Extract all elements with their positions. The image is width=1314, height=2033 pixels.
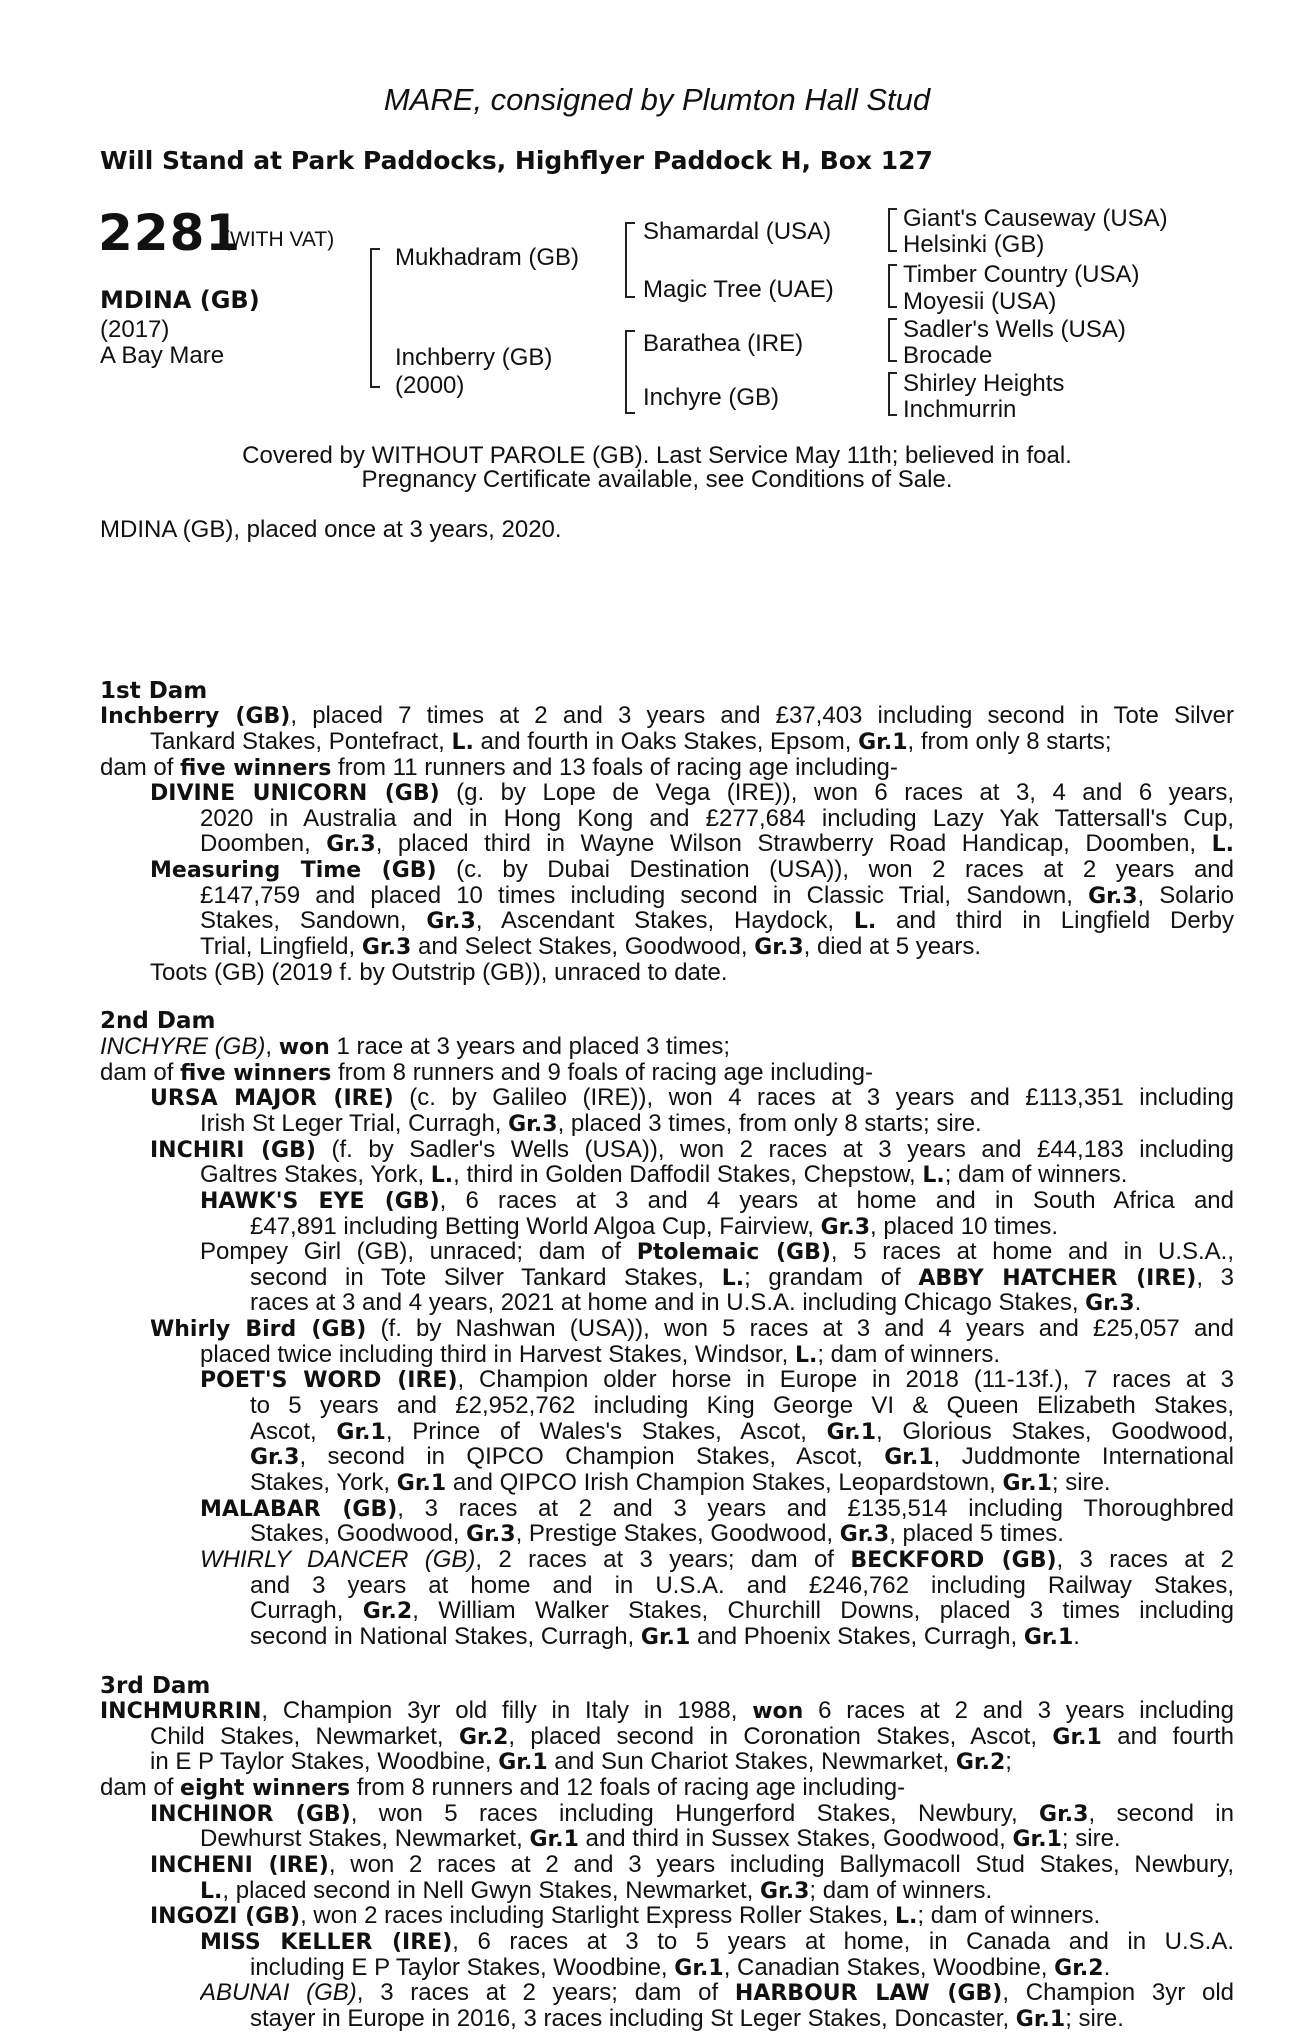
pedigree-gen2-2: Magic Tree (UAE) bbox=[643, 276, 834, 303]
text-line bbox=[200, 1547, 1234, 1573]
text-line bbox=[200, 1111, 982, 1137]
text-line bbox=[100, 703, 1234, 729]
bold-text: Gr.3 bbox=[508, 1112, 558, 1137]
bold-text: L. bbox=[1211, 832, 1234, 857]
text-line bbox=[150, 857, 1234, 883]
text-segment: Pompey Girl (GB), unraced; dam of bbox=[200, 1239, 637, 1265]
text-segment: , Champion 3yr old bbox=[1002, 1980, 1234, 2006]
text-segment: placed twice including third in Harvest Stakes, Windsor, bbox=[200, 1341, 795, 1368]
text-line bbox=[200, 908, 1234, 934]
text-segment: , 3 races at 2 bbox=[1056, 1547, 1234, 1573]
pedigree-gen3-3: Timber Country (USA) bbox=[903, 261, 1140, 288]
bold-text: Ptolemaic (GB) bbox=[636, 1240, 831, 1265]
text-line bbox=[250, 2006, 1124, 2032]
pedigree-gen2-3: Barathea (IRE) bbox=[643, 330, 804, 357]
bold-text: Gr.3 bbox=[839, 1522, 890, 1547]
text-segment: dam of bbox=[100, 1059, 181, 1086]
text-segment: in E P Taylor Stakes, Woodbine, bbox=[150, 1748, 499, 1775]
text-segment: (c. by Galileo (IRE)), won 4 races at 3 years and £113,351 including bbox=[393, 1085, 1234, 1111]
bold-text: INCHMURRIN bbox=[100, 1699, 262, 1724]
covered-line-1: Covered by WITHOUT PAROLE (GB). Last Service May 11th; believed in foal. bbox=[242, 442, 1072, 469]
bold-text: Gr.1 bbox=[336, 1420, 386, 1445]
text-segment: ; dam of winners. bbox=[817, 1341, 1001, 1368]
text-segment: Child Stakes, Newmarket, bbox=[150, 1724, 459, 1750]
pedigree-gen3-2: Helsinki (GB) bbox=[903, 231, 1045, 258]
text-segment: from 11 runners and 13 foals of racing age including- bbox=[331, 754, 898, 781]
text-segment: , placed 5 times. bbox=[889, 1520, 1064, 1547]
text-line bbox=[150, 780, 1234, 806]
text-segment: , Prestige Stakes, Goodwood, bbox=[515, 1520, 840, 1547]
text-segment: to 5 years and £2,952,762 including King George VI & Queen Elizabeth Stakes, bbox=[250, 1393, 1234, 1419]
bold-text: Gr.2 bbox=[1054, 1956, 1104, 1981]
text-line bbox=[250, 1521, 1064, 1547]
text-segment: races at 3 and 4 years, 2021 at home and in U.S.A. including Chicago Stakes, bbox=[250, 1289, 1086, 1316]
bold-text: Gr.3 bbox=[1085, 1291, 1135, 1316]
horse-name: MDINA (GB) bbox=[100, 286, 260, 314]
stand-location: Will Stand at Park Paddocks, Highflyer Paddock H, Box 127 bbox=[100, 146, 933, 175]
text-segment: , 5 races at home and in U.S.A., bbox=[830, 1239, 1234, 1265]
text-segment: ; dam of winners. bbox=[944, 1161, 1128, 1188]
pedigree-gen2-4: Inchyre (GB) bbox=[643, 384, 780, 411]
text-line bbox=[250, 1265, 1234, 1291]
lot-number: 2281 bbox=[98, 204, 242, 262]
text-line bbox=[200, 1496, 1234, 1522]
bold-text: Gr.1 bbox=[674, 1956, 724, 1981]
text-segment: Stakes, Sandown, bbox=[200, 908, 427, 934]
text-segment: , placed 3 times, from only 8 starts; sire. bbox=[557, 1110, 982, 1137]
text-line bbox=[150, 1852, 1234, 1878]
text-segment: ; sire. bbox=[1065, 2005, 1124, 2032]
text-segment: , Ascendant Stakes, Haydock, bbox=[475, 908, 854, 934]
text-line bbox=[250, 1419, 1234, 1445]
pedigree-gen3-4: Moyesii (USA) bbox=[903, 288, 1057, 315]
text-segment: Tankard Stakes, Pontefract, bbox=[150, 728, 452, 755]
text-segment: £47,891 including Betting World Algoa Cup, Fairview, bbox=[250, 1213, 821, 1240]
text-segment: , 3 races at 2 years; dam of bbox=[356, 1980, 735, 2006]
text-segment: Trial, Lingfield, bbox=[200, 933, 362, 960]
bold-text: Gr.3 bbox=[466, 1522, 516, 1547]
text-segment: and 3 years at home and in U.S.A. and £246,762 including Railway Stakes, bbox=[250, 1573, 1234, 1599]
text-segment: and third in Lingfield Derby bbox=[876, 908, 1234, 934]
text-segment: Ascot, bbox=[250, 1419, 337, 1445]
text-segment: Irish St Leger Trial, Curragh, bbox=[200, 1110, 509, 1137]
bold-text: Gr.3 bbox=[326, 832, 376, 857]
text-segment: and fourth bbox=[1101, 1724, 1234, 1750]
horse-year: (2017) bbox=[100, 316, 170, 343]
text-segment: , third in Golden Daffodil Stakes, Chepstow, bbox=[453, 1161, 923, 1188]
text-line bbox=[150, 1724, 1234, 1750]
bold-text: Gr.3 bbox=[820, 1215, 870, 1240]
text-line bbox=[200, 831, 1234, 857]
bold-text: 2nd Dam bbox=[100, 1008, 216, 1034]
text-segment: ; sire. bbox=[1051, 1469, 1111, 1496]
bold-text: Gr.1 bbox=[858, 730, 908, 755]
text-segment: second in National Stakes, Curragh, bbox=[250, 1623, 641, 1650]
text-segment: , placed second in Nell Gwyn Stakes, Newmarket, bbox=[222, 1877, 760, 1904]
page-title: MARE, consigned by Plumton Hall Stud bbox=[383, 82, 931, 117]
pedigree-gen3-1: Giant's Causeway (USA) bbox=[903, 205, 1168, 232]
text-segment: 6 races at 2 and 3 years including bbox=[803, 1698, 1234, 1724]
text-line bbox=[200, 1162, 1127, 1188]
pedigree-brace-shamardal bbox=[888, 208, 897, 252]
text-segment: , Glorious Stakes, Goodwood, bbox=[876, 1419, 1234, 1445]
pedigree-brace-inchyre bbox=[888, 372, 897, 416]
vat-note: (WITH VAT) bbox=[223, 228, 335, 251]
text-segment: (c. by Dubai Destination (USA)), won 2 races at 2 years and bbox=[436, 857, 1234, 883]
text-line bbox=[200, 1878, 992, 1904]
text-segment: ; dam of winners. bbox=[917, 1902, 1101, 1929]
text-segment: , 2 races at 3 years; dam of bbox=[475, 1547, 851, 1573]
text-segment: and fourth in Oaks Stakes, Epsom, bbox=[473, 728, 859, 755]
bold-text: Measuring Time (GB) bbox=[150, 858, 437, 883]
bold-text: L. bbox=[853, 909, 877, 934]
bold-text: ABBY HATCHER (IRE) bbox=[918, 1266, 1197, 1291]
bold-text: Gr.2 bbox=[362, 1599, 413, 1624]
text-segment: , Champion 3yr old filly in Italy in 1988, bbox=[261, 1698, 753, 1724]
text-segment: second in Tote Silver Tankard Stakes, bbox=[250, 1265, 722, 1291]
bold-text: Gr.1 bbox=[529, 1827, 579, 1852]
text-line bbox=[150, 1085, 1234, 1111]
bold-text: Gr.3 bbox=[426, 909, 476, 934]
bold-text: Gr.1 bbox=[1052, 1725, 1102, 1750]
text-line bbox=[100, 678, 207, 704]
bold-text: Gr.3 bbox=[361, 935, 412, 960]
pedigree-gen3-5: Sadler's Wells (USA) bbox=[903, 316, 1126, 343]
bold-text: MALABAR (GB) bbox=[200, 1497, 398, 1522]
text-segment: , 3 races at 2 and 3 years and £135,514 including Thoroughbred bbox=[397, 1496, 1234, 1522]
bold-text: 3rd Dam bbox=[100, 1673, 211, 1699]
pedigree-brace-magictree bbox=[888, 264, 897, 308]
pedigree-brace-gen1 bbox=[370, 248, 380, 388]
bold-text: eight winners bbox=[180, 1776, 351, 1801]
text-segment: Dewhurst Stakes, Newmarket, bbox=[200, 1825, 530, 1852]
text-segment: , 6 races at 3 to 5 years at home, in Canada and in U.S.A. bbox=[452, 1929, 1234, 1955]
text-segment: Stakes, York, bbox=[250, 1469, 397, 1496]
text-segment: dam of bbox=[100, 1774, 181, 1801]
bold-text: Gr.3 bbox=[250, 1445, 300, 1470]
text-segment: and QIPCO Irish Champion Stakes, Leopardstown, bbox=[446, 1469, 1003, 1496]
text-segment: , William Walker Stakes, Churchill Downs, placed 3 times including bbox=[412, 1598, 1234, 1624]
text-line bbox=[250, 1444, 1234, 1470]
pedigree-gen3-8: Inchmurrin bbox=[903, 396, 1017, 423]
bold-text: Gr.1 bbox=[884, 1445, 934, 1470]
text-segment: stayer in Europe in 2016, 3 races including St Leger Stakes, Doncaster, bbox=[250, 2005, 1016, 2032]
bold-text: INCHENI (IRE) bbox=[150, 1853, 329, 1878]
bold-text: Gr.2 bbox=[458, 1725, 509, 1750]
text-segment: , placed 7 times at 2 and 3 years and £37,403 including second in Tote Silver bbox=[290, 703, 1234, 729]
bold-text: Gr.3 bbox=[1039, 1802, 1089, 1827]
text-line bbox=[250, 1624, 1080, 1650]
covered-line-2: Pregnancy Certificate available, see Conditions of Sale. bbox=[361, 466, 953, 493]
text-segment: £147,759 and placed 10 times including second in Classic Trial, Sandown, bbox=[200, 883, 1089, 909]
text-line bbox=[100, 1034, 730, 1060]
bold-text: Gr.1 bbox=[826, 1420, 877, 1445]
text-segment: . bbox=[1073, 1623, 1080, 1650]
text-segment: including E P Taylor Stakes, Woodbine, bbox=[250, 1954, 675, 1981]
text-segment: , Prince of Wales's Stakes, Ascot, bbox=[385, 1419, 827, 1445]
bold-text: L. bbox=[430, 1163, 454, 1188]
text-line bbox=[200, 1367, 1234, 1393]
bold-text: INCHINOR (GB) bbox=[150, 1802, 351, 1827]
text-line bbox=[150, 1801, 1234, 1827]
bold-text: L. bbox=[200, 1879, 223, 1904]
pedigree-gen2-1: Shamardal (USA) bbox=[643, 218, 832, 245]
bold-text: five winners bbox=[180, 756, 332, 781]
text-line bbox=[150, 1749, 1012, 1775]
text-segment: , Juddmonte International bbox=[933, 1444, 1234, 1470]
bold-text: won bbox=[278, 1035, 330, 1060]
pedigree-gen3-7: Shirley Heights bbox=[903, 370, 1065, 397]
horse-description: A Bay Mare bbox=[100, 342, 225, 369]
text-line bbox=[250, 1955, 1110, 1981]
text-segment: , Champion older horse in Europe in 2018 (11-13f.), 7 races at 3 bbox=[457, 1367, 1234, 1393]
text-line bbox=[100, 1008, 215, 1034]
text-segment: Curragh, bbox=[250, 1598, 363, 1624]
pedigree-brace-sire bbox=[625, 222, 635, 298]
text-segment: ; dam of winners. bbox=[809, 1877, 993, 1904]
text-segment: Stakes, Goodwood, bbox=[250, 1520, 467, 1547]
text-segment: Toots (GB) (2019 f. by Outstrip (GB)), unraced to date. bbox=[150, 959, 728, 986]
bold-text: INGOZI (GB) bbox=[150, 1904, 301, 1929]
bold-text: L. bbox=[451, 730, 474, 755]
pedigree-brace-barathea bbox=[888, 318, 897, 362]
text-line bbox=[250, 1573, 1234, 1599]
italic-text: ABUNAI (GB) bbox=[200, 1980, 357, 2006]
bold-text: Gr.3 bbox=[754, 935, 804, 960]
text-line bbox=[200, 1929, 1234, 1955]
text-line bbox=[200, 1980, 1234, 2006]
bold-text: URSA MAJOR (IRE) bbox=[150, 1086, 394, 1111]
text-segment: and Phoenix Stakes, Curragh, bbox=[690, 1623, 1024, 1650]
pedigree-sire: Mukhadram (GB) bbox=[395, 244, 580, 271]
text-segment: . bbox=[1103, 1954, 1111, 1981]
text-line bbox=[200, 806, 1234, 832]
text-line bbox=[100, 1775, 905, 1801]
text-line bbox=[250, 1598, 1234, 1624]
text-line bbox=[250, 1470, 1111, 1496]
text-segment: , placed second in Coronation Stakes, Ascot, bbox=[508, 1724, 1053, 1750]
text-segment: 1 race at 3 years and placed 3 times; bbox=[329, 1033, 731, 1060]
text-line bbox=[150, 1903, 1100, 1929]
text-segment: (f. by Sadler's Wells (USA)), won 2 races at 3 years and £44,183 including bbox=[315, 1137, 1234, 1163]
text-segment: and Sun Chariot Stakes, Newmarket, bbox=[547, 1748, 956, 1775]
text-line bbox=[200, 1188, 1234, 1214]
bold-text: DIVINE UNICORN (GB) bbox=[150, 781, 440, 806]
bold-text: Gr.1 bbox=[1023, 1625, 1074, 1650]
text-segment: 2020 in Australia and in Hong Kong and £277,684 including Lazy Yak Tattersall's Cup, bbox=[200, 806, 1234, 832]
bold-text: INCHIRI (GB) bbox=[150, 1138, 316, 1163]
text-segment: , won 5 races including Hungerford Stakes, Newbury, bbox=[350, 1801, 1040, 1827]
text-segment: Doomben, bbox=[200, 831, 327, 857]
text-segment: and third in Sussex Stakes, Goodwood, bbox=[578, 1825, 1013, 1852]
text-segment: , second in bbox=[1088, 1801, 1234, 1827]
text-line bbox=[150, 960, 728, 986]
text-segment: (f. by Nashwan (USA)), won 5 races at 3 and 4 years and £25,057 and bbox=[366, 1316, 1234, 1342]
bold-text: Gr.1 bbox=[498, 1750, 548, 1775]
text-segment: ; grandam of bbox=[744, 1265, 919, 1291]
text-line bbox=[200, 883, 1234, 909]
summary-line: MDINA (GB), placed once at 3 years, 2020. bbox=[100, 516, 562, 543]
text-line bbox=[200, 1342, 1000, 1368]
text-segment: (g. by Lope de Vega (IRE)), won 6 races at 3, 4 and 6 years, bbox=[439, 780, 1234, 806]
pedigree-dam: Inchberry (GB) bbox=[395, 344, 553, 371]
text-segment: , died at 5 years. bbox=[803, 933, 982, 960]
bold-text: Gr.2 bbox=[955, 1750, 1006, 1775]
text-line bbox=[250, 1214, 1058, 1240]
bold-text: Gr.1 bbox=[396, 1471, 447, 1496]
text-segment: , from only 8 starts; bbox=[907, 728, 1112, 755]
bold-text: won bbox=[752, 1699, 804, 1724]
text-line bbox=[200, 1239, 1234, 1265]
bold-text: MISS KELLER (IRE) bbox=[200, 1930, 453, 1955]
text-line bbox=[150, 729, 1112, 755]
bold-text: L. bbox=[895, 1904, 918, 1929]
bold-text: L. bbox=[922, 1163, 945, 1188]
text-segment: , 6 races at 3 and 4 years at home and in South Africa and bbox=[439, 1188, 1234, 1214]
bold-text: HARBOUR LAW (GB) bbox=[734, 1981, 1003, 2006]
text-line bbox=[100, 1698, 1234, 1724]
text-segment: dam of bbox=[100, 754, 181, 781]
bold-text: five winners bbox=[180, 1061, 332, 1086]
pedigree-brace-dam bbox=[625, 330, 635, 414]
italic-text: WHIRLY DANCER (GB) bbox=[200, 1547, 476, 1573]
text-segment: , Canadian Stakes, Woodbine, bbox=[723, 1954, 1055, 1981]
bold-text: Gr.3 bbox=[759, 1879, 810, 1904]
text-line bbox=[100, 755, 898, 781]
bold-text: BECKFORD (GB) bbox=[850, 1548, 1057, 1573]
text-line bbox=[150, 1316, 1234, 1342]
text-segment: Galtres Stakes, York, bbox=[200, 1161, 431, 1188]
text-segment: from 8 runners and 9 foals of racing age including- bbox=[331, 1059, 873, 1086]
text-segment: , Solario bbox=[1137, 883, 1234, 909]
text-segment: ; bbox=[1005, 1748, 1012, 1775]
text-segment: . bbox=[1134, 1289, 1142, 1316]
bold-text: Whirly Bird (GB) bbox=[150, 1317, 367, 1342]
text-segment: from 8 runners and 12 foals of racing age including- bbox=[350, 1774, 906, 1801]
pedigree-gen3-6: Brocade bbox=[903, 342, 993, 369]
bold-text: Gr.1 bbox=[640, 1625, 691, 1650]
text-segment: , placed 10 times. bbox=[870, 1213, 1059, 1240]
bold-text: Inchberry (GB) bbox=[100, 704, 291, 729]
bold-text: 1st Dam bbox=[100, 678, 208, 704]
pedigree-dam-year: (2000) bbox=[395, 372, 465, 399]
bold-text: L. bbox=[794, 1343, 818, 1368]
text-segment: , won 2 races at 2 and 3 years including Ballymacoll Stud Stakes, Newbury, bbox=[328, 1852, 1234, 1878]
bold-text: Gr.3 bbox=[1088, 884, 1138, 909]
bold-text: HAWK'S EYE (GB) bbox=[200, 1189, 440, 1214]
bold-text: Gr.1 bbox=[1002, 1471, 1052, 1496]
text-segment: and Select Stakes, Goodwood, bbox=[411, 933, 755, 960]
text-segment: , second in QIPCO Champion Stakes, Ascot, bbox=[299, 1444, 885, 1470]
bold-text: Gr.1 bbox=[1012, 1827, 1062, 1852]
text-segment: , placed third in Wayne Wilson Strawberry Road Handicap, Doomben, bbox=[375, 831, 1212, 857]
text-line bbox=[100, 1060, 873, 1086]
italic-text: INCHYRE (GB) bbox=[100, 1033, 266, 1060]
text-line bbox=[250, 1290, 1141, 1316]
text-line bbox=[250, 1393, 1234, 1419]
text-segment: , 3 bbox=[1196, 1265, 1234, 1291]
text-line bbox=[200, 934, 981, 960]
bold-text: L. bbox=[721, 1266, 745, 1291]
bold-text: Gr.1 bbox=[1015, 2007, 1066, 2032]
text-segment: , won 2 races including Starlight Express Roller Stakes, bbox=[300, 1902, 896, 1929]
bold-text: POET'S WORD (IRE) bbox=[200, 1368, 458, 1393]
text-segment: , bbox=[265, 1033, 279, 1060]
text-line bbox=[150, 1137, 1234, 1163]
text-line bbox=[100, 1673, 210, 1699]
text-segment: ; sire. bbox=[1061, 1825, 1121, 1852]
text-line bbox=[200, 1826, 1121, 1852]
